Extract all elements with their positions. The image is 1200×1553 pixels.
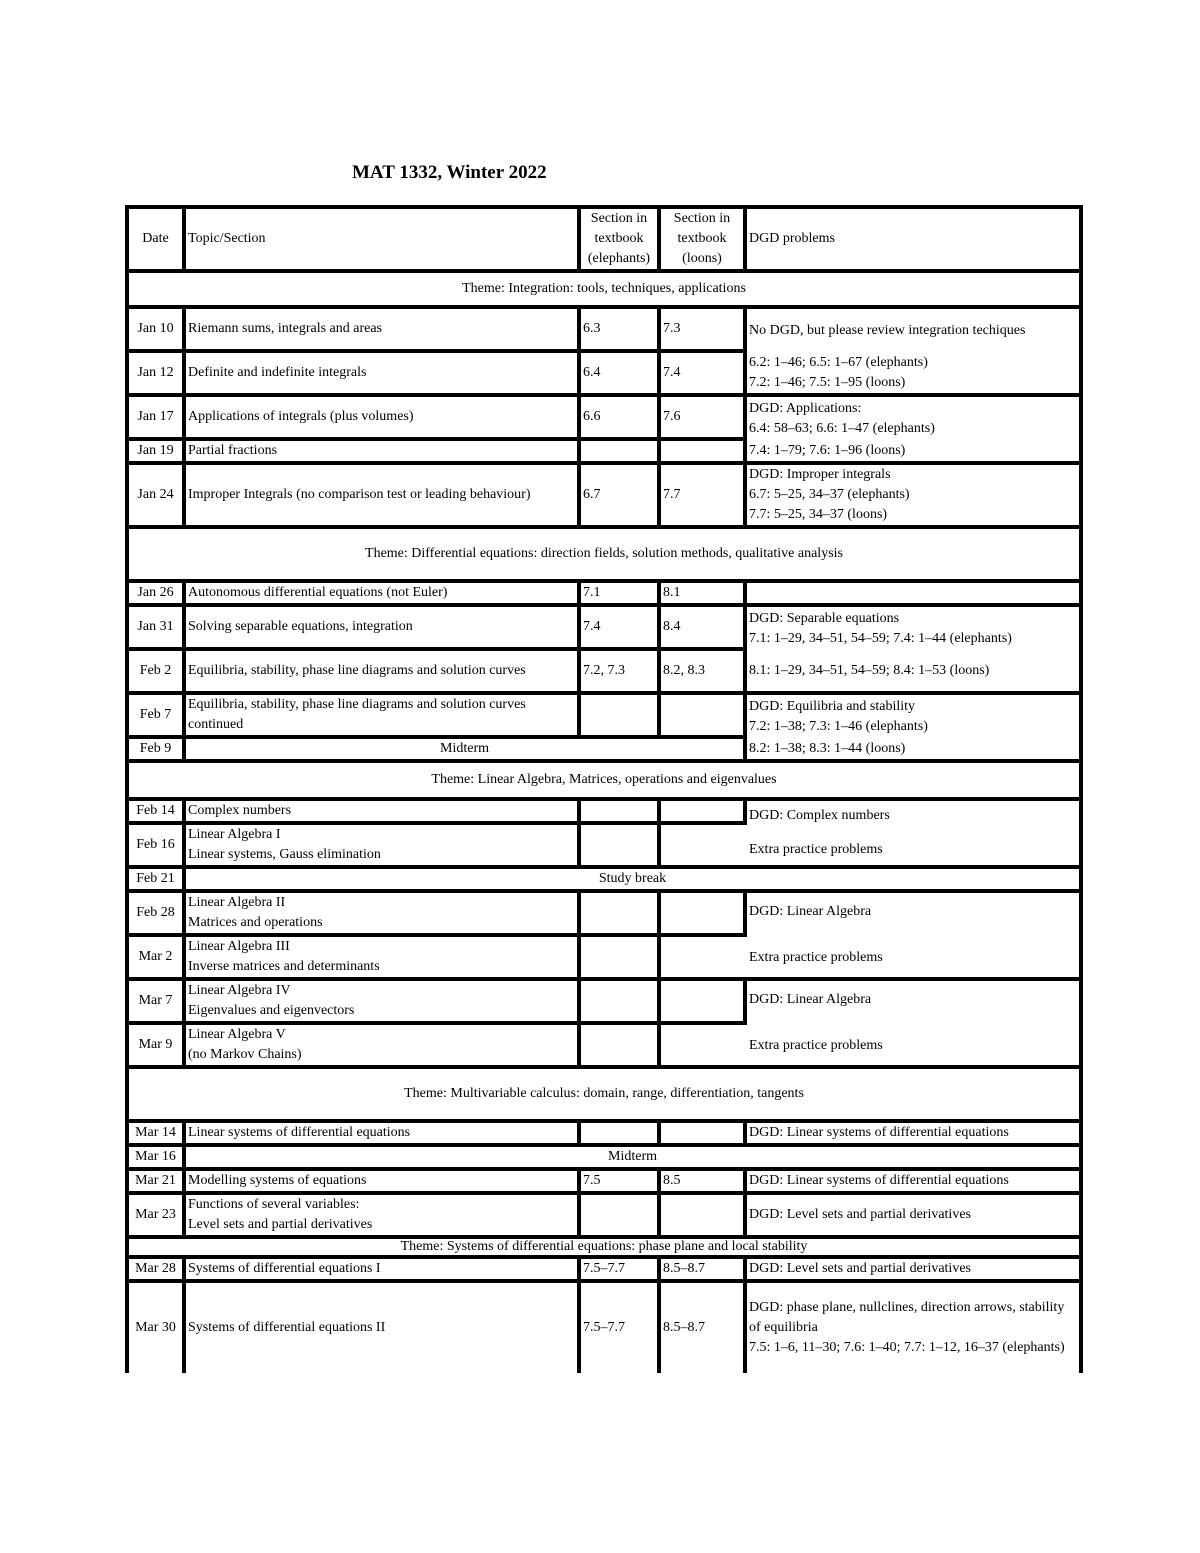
row-section-elephants: 7.5–7.7: [581, 1259, 661, 1283]
theme-row: [129, 1069, 1079, 1123]
header-section-loons: Section in textbook (loons): [661, 209, 747, 273]
row-section-elephants: 7.5: [581, 1171, 661, 1195]
row-date: Jan 17: [129, 397, 186, 441]
header-topic: Topic/Section: [186, 209, 581, 273]
dgd-line: 7.2: 1–46; 7.5: 1–95 (loons): [749, 375, 906, 390]
row-section-loons: 7.6: [661, 397, 747, 441]
row-section-loons: 8.4: [661, 607, 747, 651]
row-topic: Autonomous differential equations (not Euler): [186, 583, 581, 607]
row-section-elephants: [581, 801, 661, 825]
row-topic: Linear systems of differential equations: [186, 1123, 581, 1147]
row-topic: Partial fractions: [186, 441, 581, 465]
row-section-elephants: [581, 695, 661, 739]
row-dgd: [747, 353, 1079, 397]
dgd-line: DGD: Applications:: [749, 401, 862, 416]
dgd-line: DGD: Linear Algebra: [749, 904, 872, 919]
row-date: Mar 2: [129, 937, 186, 981]
row-section-loons: [661, 1123, 747, 1147]
row-section-elephants: 7.4: [581, 607, 661, 651]
table-row: [129, 1171, 1079, 1195]
row-dgd: [747, 397, 1079, 441]
table-row: [129, 695, 1079, 739]
row-section-elephants: [581, 1195, 661, 1239]
table-row: [129, 651, 1079, 695]
row-date: Mar 21: [129, 1171, 186, 1195]
row-section-loons: 8.5: [661, 1171, 747, 1195]
row-dgd: [747, 695, 1079, 739]
theme-multivariable-calculus: Theme: Multivariable calculus: domain, range, differentiation, tangents: [129, 1069, 1079, 1123]
row-date: Feb 16: [129, 825, 186, 869]
header-dgd: DGD problems: [747, 209, 1079, 273]
topic-line: Level sets and partial derivatives: [188, 1217, 373, 1232]
table-row: [129, 869, 1079, 893]
dgd-line: DGD: Linear Algebra: [749, 992, 872, 1007]
row-section-loons: 8.1: [661, 583, 747, 607]
row-date: Mar 28: [129, 1259, 186, 1283]
header-section-elephants: Section in textbook (elephants): [581, 209, 661, 273]
theme-differential-equations: Theme: Differential equations: direction fields, solution methods, qualitative analysis: [129, 529, 1079, 583]
row-dgd: 8.1: 1–29, 34–51, 54–59; 8.4: 1–53 (loons): [747, 651, 1079, 695]
row-topic: Improper Integrals (no comparison test or leading behaviour): [186, 465, 581, 529]
table-row: [129, 441, 1079, 465]
row-section-loons: [661, 825, 747, 869]
row-dgd: DGD: Level sets and partial derivatives: [747, 1259, 1079, 1283]
theme-systems-differential-equations: Theme: Systems of differential equations: phase plane and local stability: [129, 1239, 1079, 1259]
row-section-elephants: 6.6: [581, 397, 661, 441]
row-dgd: [747, 1283, 1079, 1373]
row-section-elephants: [581, 893, 661, 937]
table-row: [129, 465, 1079, 529]
row-topic: Equilibria, stability, phase line diagrams and solution curves continued: [186, 695, 581, 739]
row-dgd: DGD: Linear systems of differential equations: [747, 1171, 1079, 1195]
topic-line: Eigenvalues and eigenvectors: [188, 1003, 355, 1018]
row-section-loons: 8.2, 8.3: [661, 651, 747, 695]
dgd-line: Extra practice problems: [749, 842, 883, 857]
table-row: [129, 583, 1079, 607]
row-section-loons: [661, 937, 747, 981]
row-dgd: [747, 583, 1079, 607]
schedule-table: [125, 205, 1083, 1373]
table-row: [129, 607, 1079, 651]
midterm-label: Midterm: [186, 1147, 1079, 1171]
dgd-line: DGD: Separable equations: [749, 611, 900, 626]
table-row: [129, 1147, 1079, 1171]
row-topic: Systems of differential equations II: [186, 1283, 581, 1373]
table-row: [129, 801, 1079, 825]
table-row: [129, 739, 1079, 763]
theme-row: [129, 763, 1079, 801]
topic-line: Linear Algebra V: [188, 1027, 286, 1042]
table-row: [129, 309, 1079, 353]
row-topic: [186, 1195, 581, 1239]
row-date: Mar 16: [129, 1147, 186, 1171]
row-section-loons: [661, 981, 747, 1025]
row-date: Jan 26: [129, 583, 186, 607]
dgd-line: 6.7: 5–25, 34–37 (elephants): [749, 487, 910, 502]
row-date: Feb 2: [129, 651, 186, 695]
table-row: [129, 893, 1079, 937]
topic-line: Functions of several variables:: [188, 1197, 360, 1212]
row-section-loons: [661, 1025, 747, 1069]
row-topic: Applications of integrals (plus volumes): [186, 397, 581, 441]
study-break-label: Study break: [186, 869, 1079, 893]
dgd-line: DGD: Improper integrals: [749, 467, 891, 482]
row-date: Feb 21: [129, 869, 186, 893]
row-section-loons: 7.7: [661, 465, 747, 529]
row-section-loons: [661, 695, 747, 739]
table-row: [129, 353, 1079, 397]
row-section-loons: [661, 441, 747, 465]
topic-line: (no Markov Chains): [188, 1047, 302, 1062]
row-date: Jan 19: [129, 441, 186, 465]
row-topic: [186, 1025, 581, 1069]
theme-linear-algebra: Theme: Linear Algebra, Matrices, operations and eigenvalues: [129, 763, 1079, 801]
row-date: Feb 9: [129, 739, 186, 763]
topic-line: Matrices and operations: [188, 915, 323, 930]
row-dgd: [747, 607, 1079, 651]
row-topic: Riemann sums, integrals and areas: [186, 309, 581, 353]
row-section-elephants: 6.3: [581, 309, 661, 353]
row-topic: [186, 937, 581, 981]
row-section-elephants: 7.1: [581, 583, 661, 607]
row-date: Feb 28: [129, 893, 186, 937]
theme-row: [129, 1239, 1079, 1259]
dgd-line: 7.2: 1–38; 7.3: 1–46 (elephants): [749, 719, 928, 734]
row-dgd: 8.2: 1–38; 8.3: 1–44 (loons): [747, 739, 1079, 763]
row-date: Feb 7: [129, 695, 186, 739]
page-title: MAT 1332, Winter 2022: [352, 162, 547, 183]
table-row: [129, 1195, 1079, 1239]
row-section-elephants: [581, 825, 661, 869]
row-section-loons: [661, 1195, 747, 1239]
row-date: Mar 7: [129, 981, 186, 1025]
row-section-elephants: 6.7: [581, 465, 661, 529]
topic-line: Linear Algebra III: [188, 939, 290, 954]
row-section-loons: 7.4: [661, 353, 747, 397]
topic-line: Linear systems, Gauss elimination: [188, 847, 381, 862]
row-dgd: No DGD, but please review integration techiques: [749, 323, 1026, 338]
table-row: [129, 1259, 1079, 1283]
dgd-line: 6.2: 1–46; 6.5: 1–67 (elephants): [749, 355, 928, 370]
row-dgd: [747, 981, 1079, 1069]
row-topic: Systems of differential equations I: [186, 1259, 581, 1283]
row-topic: Definite and indefinite integrals: [186, 353, 581, 397]
row-dgd: 7.4: 1–79; 7.6: 1–96 (loons): [747, 441, 1079, 465]
row-date: Jan 31: [129, 607, 186, 651]
dgd-line: DGD: Complex numbers: [749, 808, 890, 823]
row-section-loons: 7.3: [661, 309, 747, 353]
row-date: Mar 30: [129, 1283, 186, 1373]
topic-line: Inverse matrices and determinants: [188, 959, 380, 974]
table-row: [129, 1283, 1079, 1373]
header-date: Date: [129, 209, 186, 273]
row-date: Jan 10: [129, 309, 186, 353]
theme-row: [129, 273, 1079, 309]
row-topic: Modelling systems of equations: [186, 1171, 581, 1195]
dgd-line: 7.5: 1–6, 11–30; 7.6: 1–40; 7.7: 1–12, 16–37 (elephants): [749, 1340, 1065, 1355]
row-section-loons: [661, 893, 747, 937]
midterm-label: Midterm: [186, 739, 747, 763]
row-section-elephants: 6.4: [581, 353, 661, 397]
row-section-loons: 8.5–8.7: [661, 1283, 747, 1373]
table-row: [129, 1123, 1079, 1147]
row-section-loons: [661, 801, 747, 825]
dgd-line: DGD: phase plane, nullclines, direction arrows, stability of equilibria: [749, 1300, 1065, 1335]
header-row: [129, 209, 1079, 273]
row-date: Mar 14: [129, 1123, 186, 1147]
topic-line: Linear Algebra I: [188, 827, 281, 842]
row-date: Jan 12: [129, 353, 186, 397]
row-topic: [186, 893, 581, 937]
topic-line: Linear Algebra II: [188, 895, 286, 910]
row-topic: Solving separable equations, integration: [186, 607, 581, 651]
dgd-line: DGD: Equilibria and stability: [749, 699, 916, 714]
row-dgd: [747, 801, 1079, 869]
row-date: Mar 23: [129, 1195, 186, 1239]
row-dgd: DGD: Linear systems of differential equations: [747, 1123, 1079, 1147]
topic-line: Linear Algebra IV: [188, 983, 291, 998]
row-dgd: [747, 465, 1079, 529]
theme-integration: Theme: Integration: tools, techniques, applications: [129, 273, 1079, 309]
row-topic: [186, 825, 581, 869]
row-topic: Complex numbers: [186, 801, 581, 825]
row-section-elephants: 7.2, 7.3: [581, 651, 661, 695]
row-dgd: [747, 893, 1079, 981]
dgd-line: 7.7: 5–25, 34–37 (loons): [749, 507, 888, 522]
dgd-line: 6.4: 58–63; 6.6: 1–47 (elephants): [749, 421, 935, 436]
row-section-elephants: [581, 441, 661, 465]
row-section-elephants: [581, 981, 661, 1025]
row-section-loons: 8.5–8.7: [661, 1259, 747, 1283]
row-date: Jan 24: [129, 465, 186, 529]
dgd-line: Extra practice problems: [749, 950, 883, 965]
row-section-elephants: 7.5–7.7: [581, 1283, 661, 1373]
dgd-line: Extra practice problems: [749, 1038, 883, 1053]
theme-row: [129, 529, 1079, 583]
row-topic: [186, 981, 581, 1025]
row-topic: Equilibria, stability, phase line diagrams and solution curves: [186, 651, 581, 695]
row-section-elephants: [581, 1123, 661, 1147]
row-dgd: DGD: Level sets and partial derivatives: [747, 1195, 1079, 1239]
dgd-line: 7.1: 1–29, 34–51, 54–59; 7.4: 1–44 (elephants): [749, 631, 1012, 646]
table-row: [129, 981, 1079, 1025]
row-section-elephants: [581, 937, 661, 981]
table-row: [129, 397, 1079, 441]
row-date: Mar 9: [129, 1025, 186, 1069]
row-section-elephants: [581, 1025, 661, 1069]
row-date: Feb 14: [129, 801, 186, 825]
